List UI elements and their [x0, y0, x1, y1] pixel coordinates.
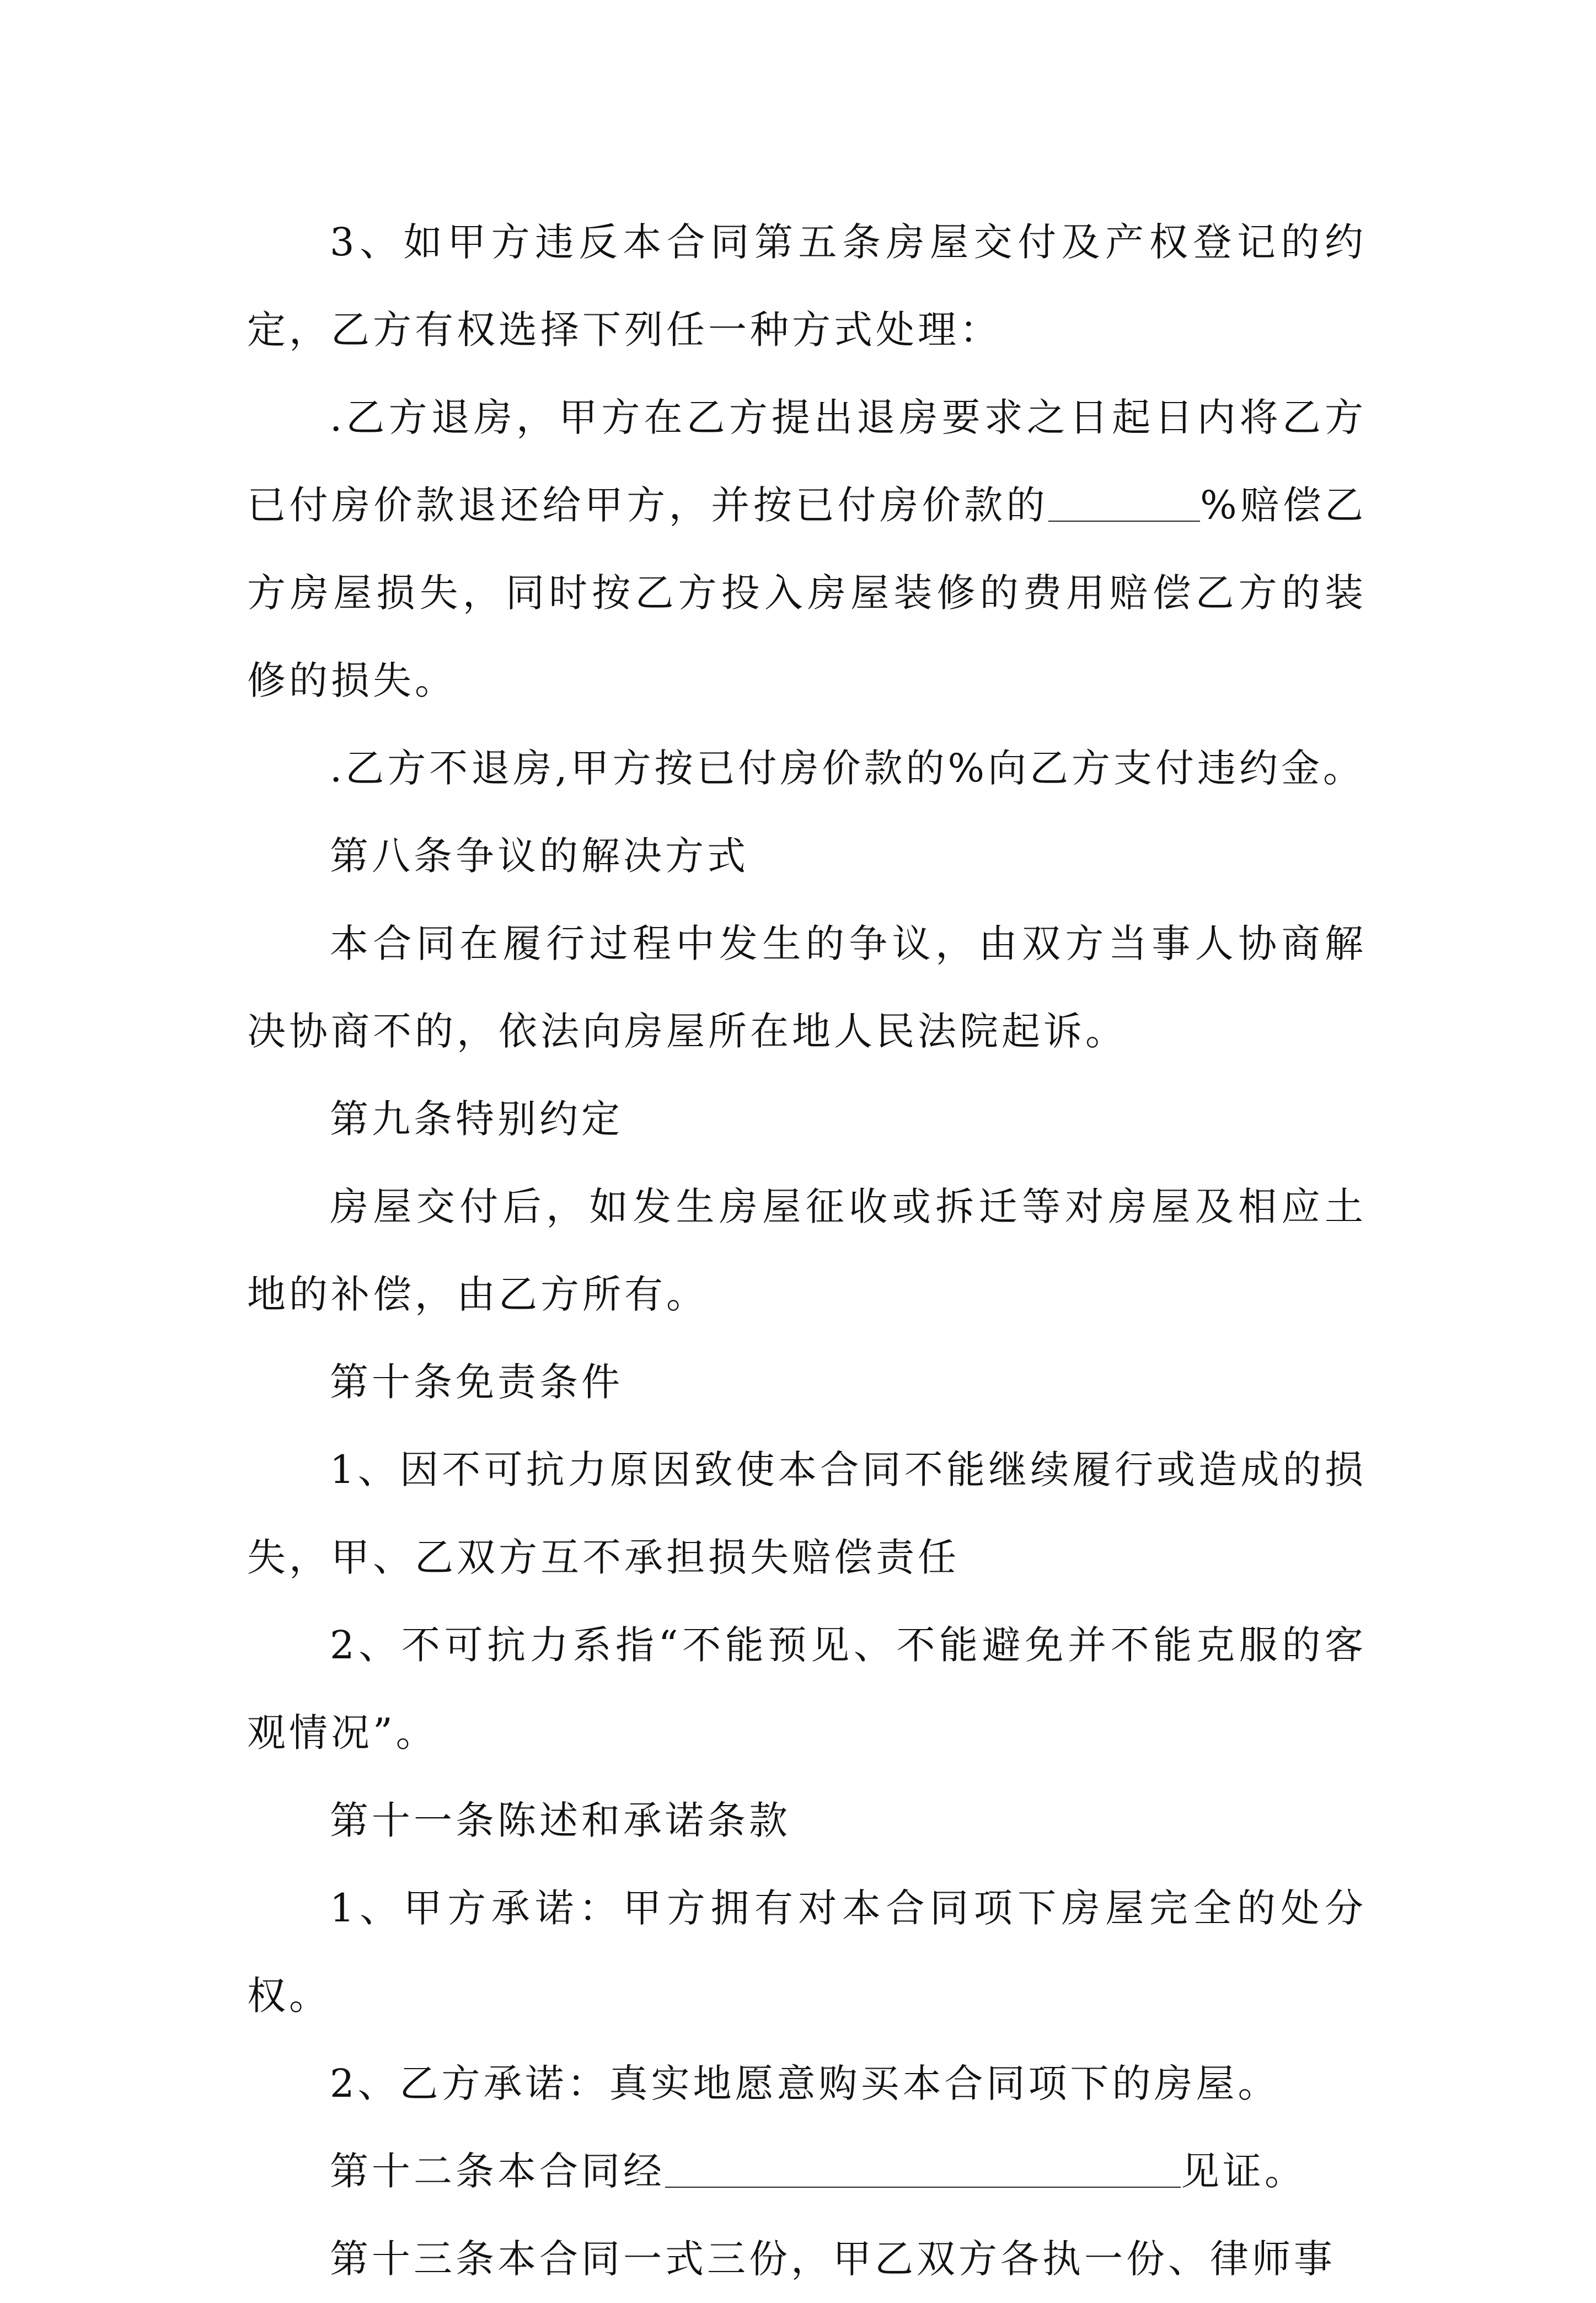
article-8-title: 第八条争议的解决方式 [330, 833, 749, 879]
article-12-paragraph [247, 2128, 1367, 2215]
refund-option-text-after: %赔偿乙方房屋损失，同时按乙方投入房屋装修的费用赔偿乙方的装修的损失。 [247, 483, 1367, 703]
article-12-text-before: 第十二条本合同经 [330, 2149, 665, 2194]
article-10-title: 第十条免责条件 [330, 1359, 623, 1405]
article-9-title: 第九条特别约定 [330, 1096, 623, 1142]
compensation-percent-blank[interactable] [1048, 482, 1200, 522]
witness-blank[interactable] [665, 2148, 1181, 2188]
clause-3-paragraph: 3、如甲方违反本合同第五条房屋交付及产权登记的约定，乙方有权选择下列任一种方式处理： [247, 219, 1367, 352]
article-10-item-1: 1、因不可抗力原因致使本合同不能继续履行或造成的损失，甲、乙双方互不承担损失赔偿责任 [247, 1447, 1367, 1580]
refund-option-text-before: .乙方退房，甲方在乙方提出退房要求之日起日内将乙方已付房价款退还给甲方，并按已付房价款的 [247, 395, 1367, 528]
no-refund-option-paragraph: .乙方不退房,甲方按已付房价款的%向乙方支付违约金。 [330, 746, 1365, 791]
article-9-body: 房屋交付后，如发生房屋征收或拆迁等对房屋及相应土地的补偿，由乙方所有。 [247, 1184, 1367, 1317]
article-8-body: 本合同在履行过程中发生的争议，由双方当事人协商解决协商不的，依法向房屋所在地人民法院起诉。 [247, 921, 1367, 1054]
refund-option-paragraph [247, 374, 1367, 725]
article-11-title: 第十一条陈述和承诺条款 [330, 1798, 791, 1843]
article-11-item-2: 2、乙方承诺：真实地愿意购买本合同项下的房屋。 [330, 2061, 1280, 2106]
document-body [247, 199, 1367, 2303]
article-11-item-1: 1、甲方承诺：甲方拥有对本合同项下房屋完全的处分权。 [247, 1886, 1367, 2018]
article-12-text-after: 见证。 [1181, 2149, 1306, 2194]
article-10-item-2: 2、不可抗力系指“不能预见、不能避免并不能克服的客观情况”。 [247, 1622, 1367, 1755]
article-13-paragraph: 第十三条本合同一式三份，甲乙双方各执一份、律师事 [330, 2236, 1336, 2281]
